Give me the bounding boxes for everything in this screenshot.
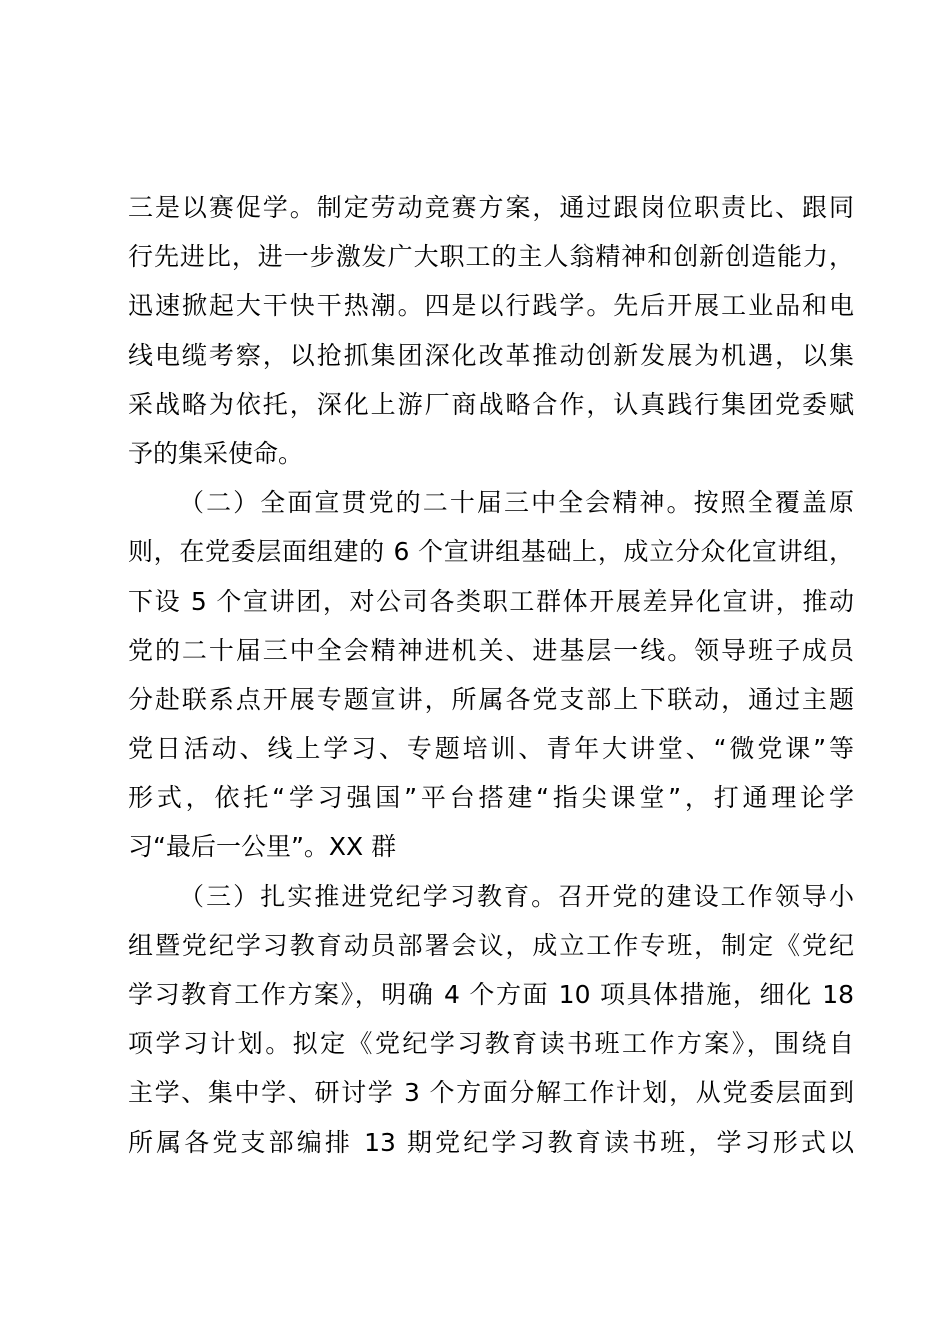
text-line: 予的集采使命。	[128, 438, 304, 468]
paragraph-party-discipline-education	[128, 872, 854, 1167]
text-line: 形式，依托“学习强国”平台搭建“指尖课堂”，打通理论学	[128, 783, 854, 813]
text-line: 则，在党委层面组建的 6 个宣讲组基础上，成立分众化宣讲组，	[128, 537, 854, 567]
text-line: 习“最后一公里”。XX 群	[128, 832, 397, 862]
text-line: 主学、集中学、研讨学 3 个方面分解工作计划，从党委层面到	[128, 1078, 854, 1108]
paragraph-plenary-session-propaganda	[128, 478, 854, 872]
text-line: 分赴联系点开展专题宣讲，所属各党支部上下联动，通过主题	[128, 684, 854, 714]
text-line: 线电缆考察，以抢抓集团深化改革推动创新发展为机遇，以集	[128, 340, 854, 370]
section-heading-line: （三）扎实推进党纪学习教育。召开党的建设工作领导小	[179, 881, 854, 911]
text-line: 三是以赛促学。制定劳动竞赛方案，通过跟岗位职责比、跟同	[128, 193, 854, 222]
text-line: 学习教育工作方案》，明确 4 个方面 10 项具体措施，细化 18	[128, 980, 854, 1009]
section-heading-line: （二）全面宣贯党的二十届三中全会精神。按照全覆盖原	[179, 488, 854, 518]
text-line: 党日活动、线上学习、专题培训、青年大讲堂、“微党课”等	[128, 734, 854, 764]
text-line: 所属各党支部编排 13 期党纪学习教育读书班，学习形式以	[128, 1127, 854, 1157]
text-line: 迅速掀起大干快干热潮。四是以行践学。先后开展工业品和电	[128, 291, 854, 321]
text-line: 党的二十届三中全会精神进机关、进基层一线。领导班子成员	[128, 635, 854, 665]
document-body	[128, 183, 854, 1167]
text-line: 下设 5 个宣讲团，对公司各类职工群体开展差异化宣讲，推动	[128, 586, 854, 616]
text-line: 项学习计划。拟定《党纪学习教育读书班工作方案》，围绕自	[128, 1029, 854, 1059]
paragraph-competition-practice	[128, 183, 854, 478]
text-line: 采战略为依托，深化上游厂商战略合作，认真践行集团党委赋	[128, 389, 854, 419]
text-line: 组暨党纪学习教育动员部署会议，成立工作专班，制定《党纪	[128, 930, 854, 960]
text-line: 行先进比，进一步激发广大职工的主人翁精神和创新创造能力，	[128, 242, 854, 272]
